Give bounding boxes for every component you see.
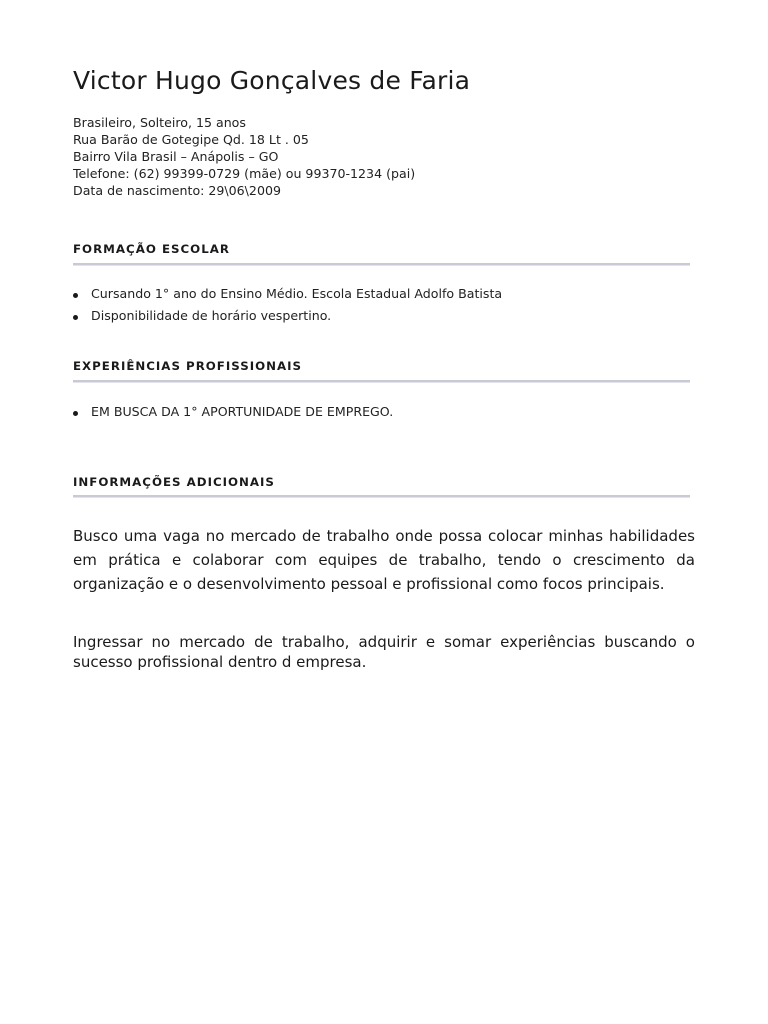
goal-paragraph: Ingressar no mercado de trabalho, adquirir e somar experiências buscando o sucesso profissional dentro d empresa. bbox=[73, 633, 695, 671]
section-divider bbox=[73, 380, 690, 383]
list-item bbox=[73, 305, 502, 327]
bullet-icon bbox=[73, 293, 78, 298]
list-item-text: Disponibilidade de horário vespertino. bbox=[91, 308, 332, 323]
birthdate-line: Data de nascimento: 29\06\2009 bbox=[73, 183, 281, 198]
bullet-icon bbox=[73, 411, 78, 416]
objective-paragraph: Busco uma vaga no mercado de trabalho onde possa colocar minhas habilidades em prática e colaborar com equipes de trabalho, tendo o crescimento da organização e o desenvolvimento pessoal e profissional como focos principais. bbox=[73, 527, 695, 593]
section-title-additional: INFORMAÇÕES ADICIONAIS bbox=[73, 475, 275, 489]
list-item bbox=[73, 283, 502, 305]
section-divider bbox=[73, 263, 690, 266]
list-item-text: EM BUSCA DA 1° APORTUNIDADE DE EMPREGO. bbox=[91, 404, 394, 419]
bullet-icon bbox=[73, 315, 78, 320]
address-district-line: Bairro Vila Brasil – Anápolis – GO bbox=[73, 149, 279, 164]
education-list bbox=[73, 283, 502, 327]
experience-list bbox=[73, 401, 393, 423]
personal-info-line: Brasileiro, Solteiro, 15 anos bbox=[73, 115, 246, 130]
section-divider bbox=[73, 495, 690, 498]
section-title-experience: EXPERIÊNCIAS PROFISSIONAIS bbox=[73, 359, 303, 373]
section-title-education: FORMAÇÃO ESCOLAR bbox=[73, 242, 230, 256]
candidate-name: Victor Hugo Gonçalves de Faria bbox=[73, 66, 471, 95]
address-street-line: Rua Barão de Gotegipe Qd. 18 Lt . 05 bbox=[73, 132, 309, 147]
contact-block bbox=[73, 114, 415, 199]
list-item bbox=[73, 401, 393, 423]
phone-line: Telefone: (62) 99399-0729 (mãe) ou 99370-1234 (pai) bbox=[73, 166, 416, 181]
list-item-text: Cursando 1° ano do Ensino Médio. Escola Estadual Adolfo Batista bbox=[91, 286, 503, 301]
